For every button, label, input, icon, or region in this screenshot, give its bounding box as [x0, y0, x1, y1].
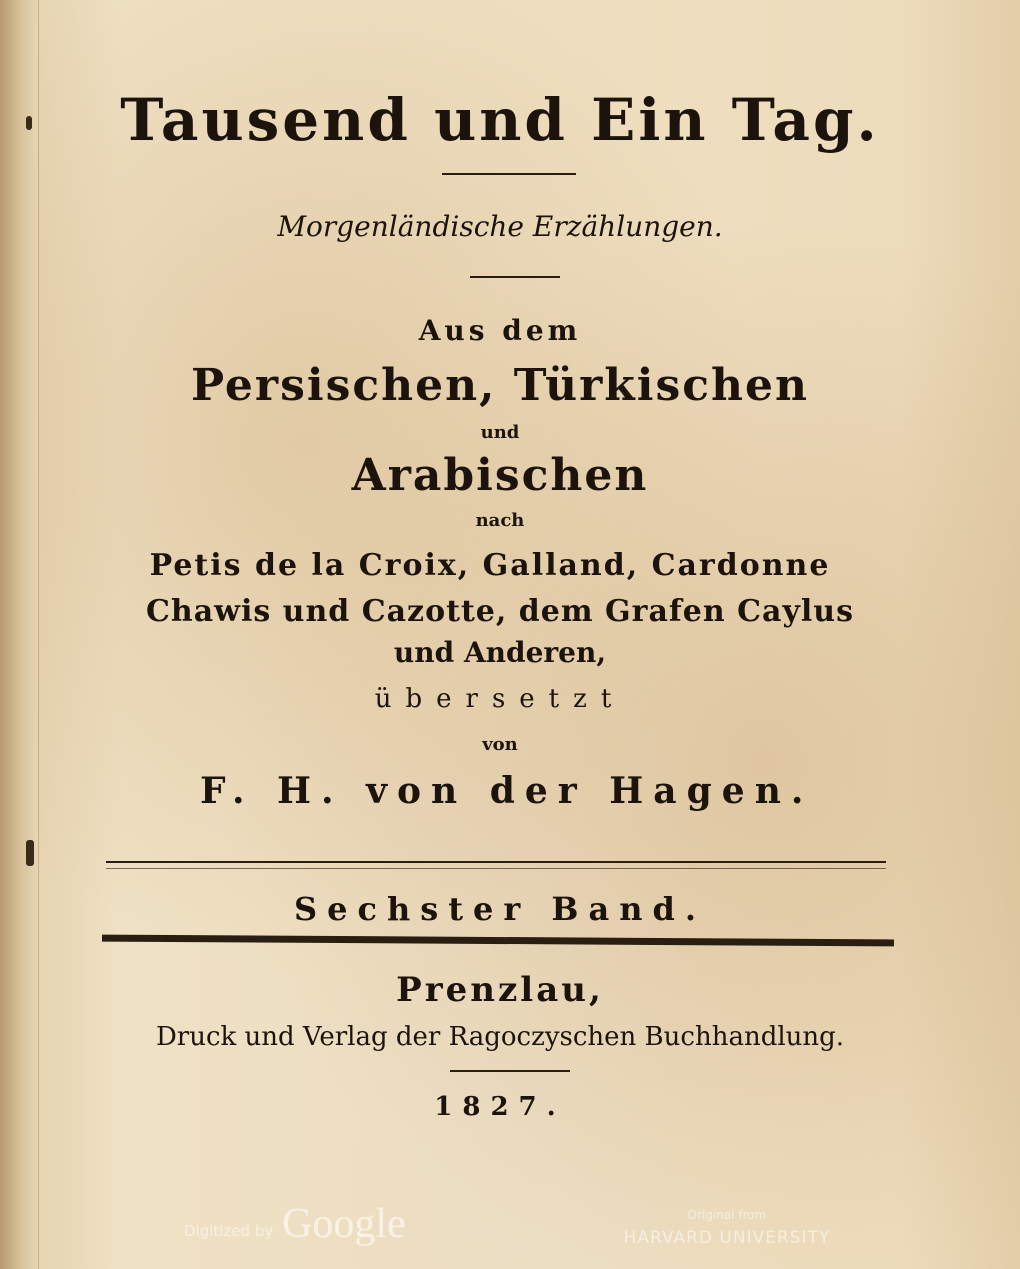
from-line: Aus dem	[418, 314, 582, 347]
languages-line-1: Persischen, Türkischen	[191, 360, 809, 411]
spine-mark	[26, 116, 32, 130]
publication-place: Prenzlau,	[396, 970, 604, 1010]
divider	[442, 173, 576, 175]
divider	[470, 276, 560, 278]
languages-line-2: Arabischen	[351, 450, 649, 501]
sources-line-3: und Anderen,	[393, 636, 607, 669]
book-subtitle: Morgenländische Erzählungen.	[277, 210, 723, 243]
thick-divider	[102, 935, 894, 947]
book-spine	[0, 0, 39, 1269]
volume-label: Sechster Band.	[294, 890, 706, 928]
divider	[106, 868, 886, 869]
divider	[450, 1070, 570, 1072]
digitized-label: Digitized by	[184, 1222, 274, 1240]
sources-line-1: Petis de la Croix, Galland, Cardonne	[149, 548, 831, 583]
google-logo: Google	[282, 1201, 406, 1247]
publication-year: 1827.	[434, 1092, 566, 1122]
book-title: Tausend und Ein Tag.	[120, 86, 880, 154]
after-word: nach	[475, 510, 525, 531]
divider	[106, 861, 886, 863]
connector-und: und	[480, 422, 520, 443]
spine-mark	[26, 840, 34, 866]
original-from-label: Original from	[687, 1208, 767, 1222]
library-label: HARVARD UNIVERSITY	[623, 1228, 831, 1248]
author-name: F. H. von der Hagen.	[200, 770, 814, 812]
by-label: von	[482, 734, 518, 755]
sources-line-2: Chawis und Cazotte, dem Grafen Caylus	[146, 594, 854, 629]
translated-label: übersetzt	[374, 684, 626, 714]
printer-line: Druck und Verlag der Ragoczyschen Buchhandlung.	[155, 1022, 845, 1052]
